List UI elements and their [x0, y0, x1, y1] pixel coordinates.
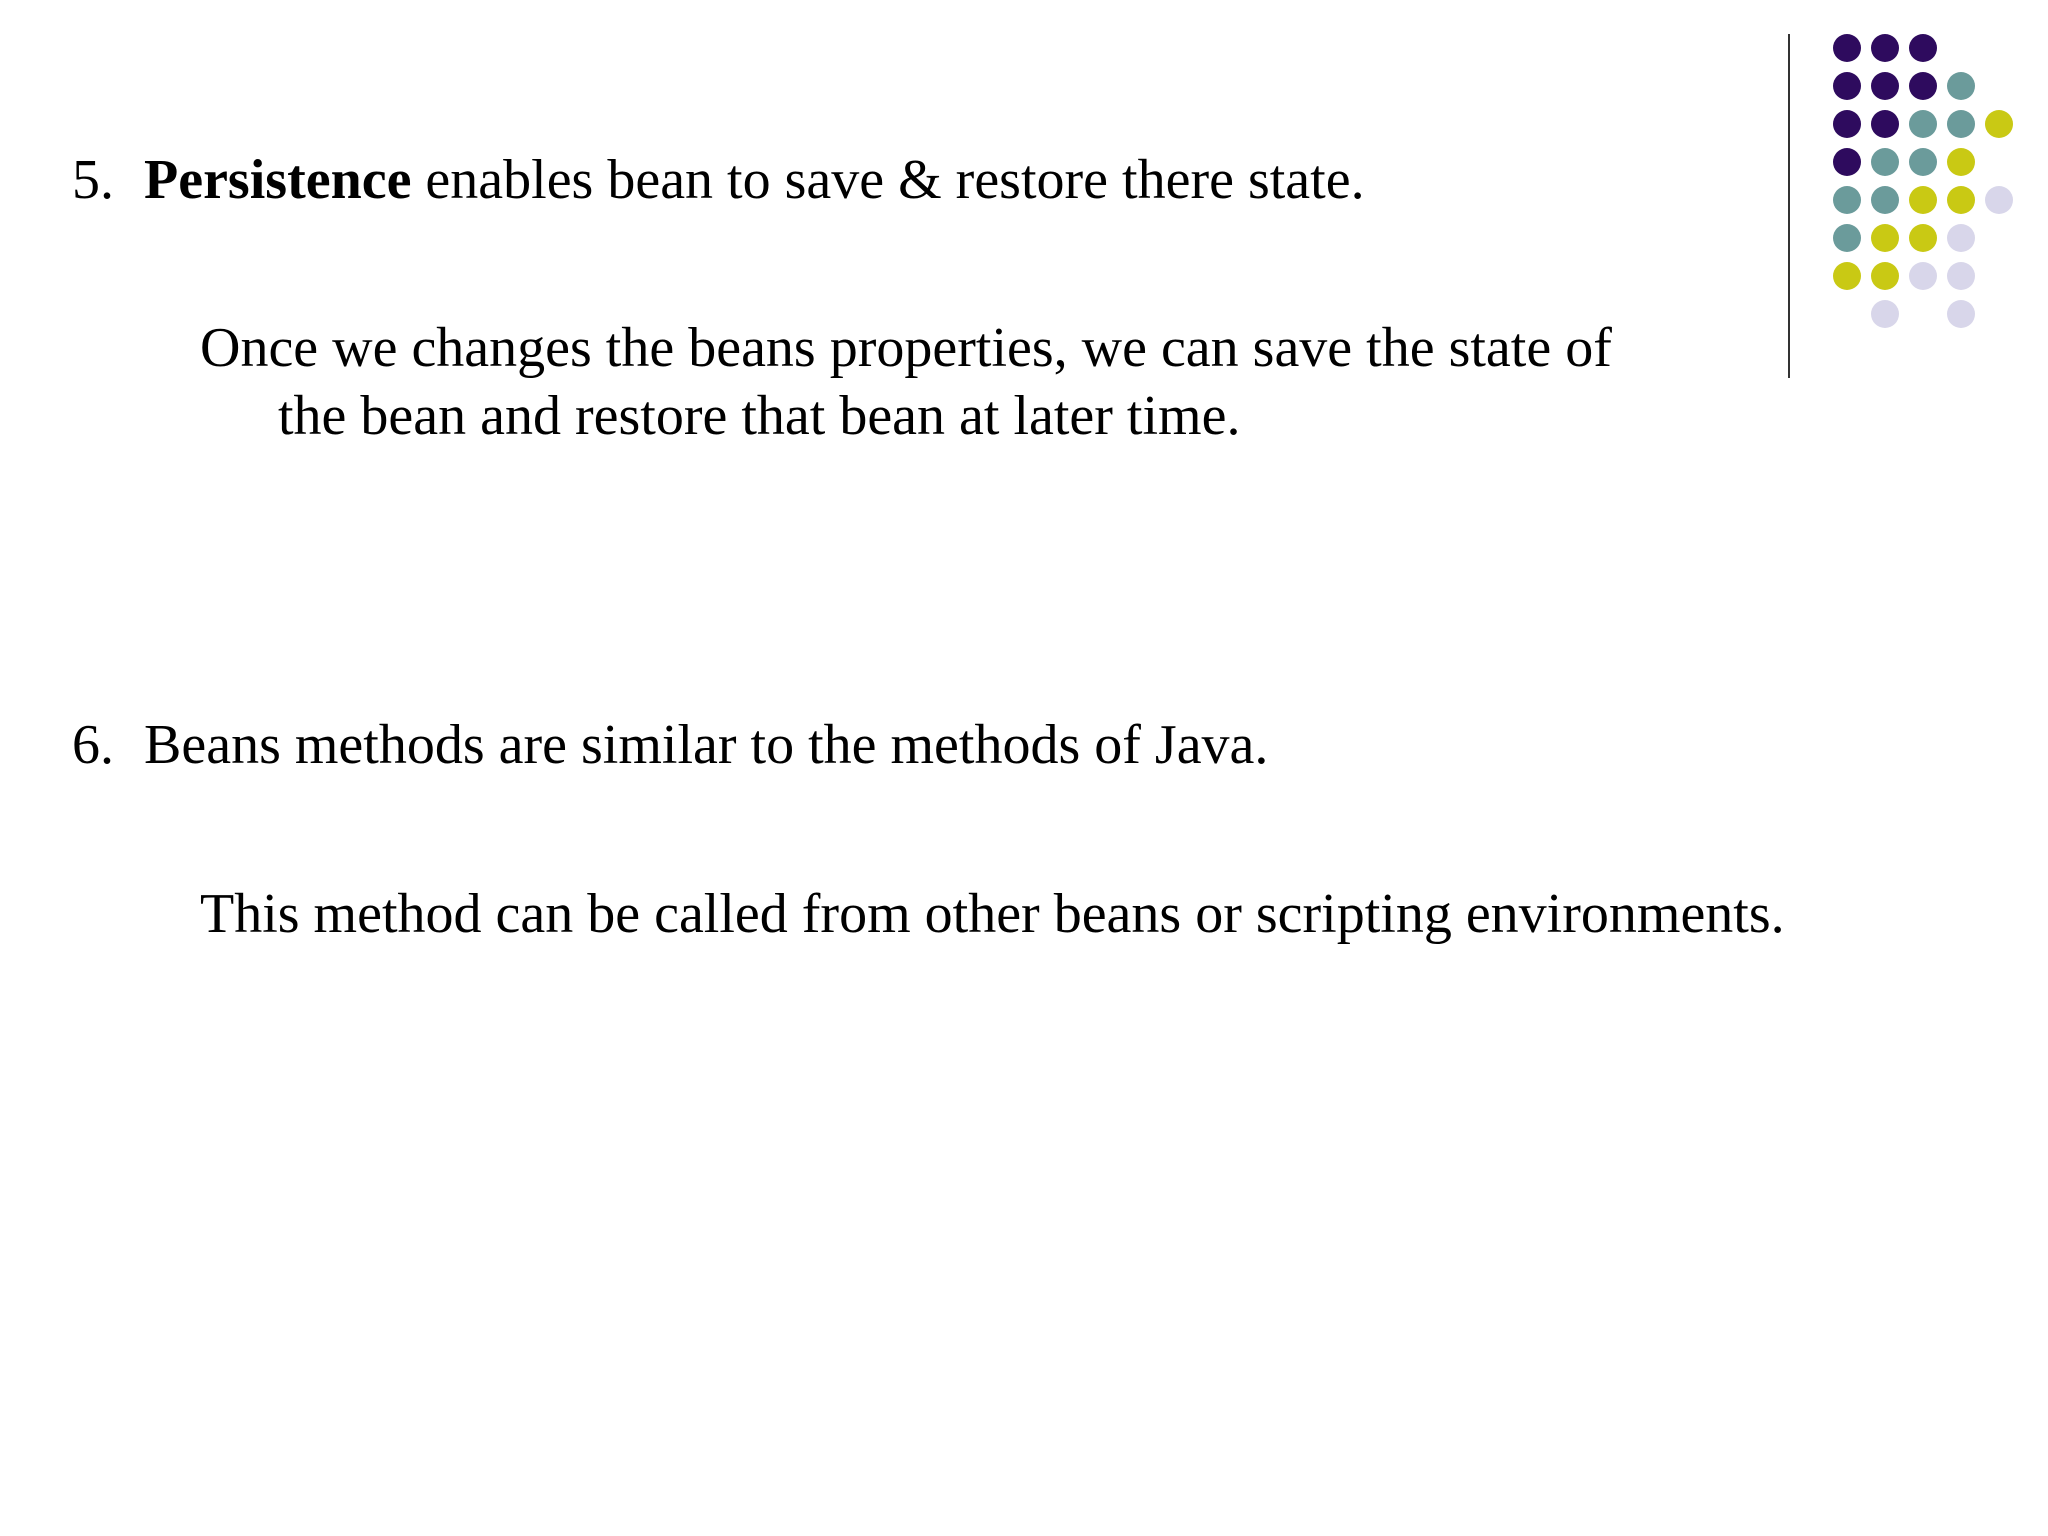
point-5-detail — [200, 314, 1612, 450]
decorative-dot — [1833, 224, 1861, 252]
point-5-detail-line1: Once we changes the beans properties, we can save the state of — [200, 317, 1612, 379]
decorative-dot — [1871, 300, 1899, 328]
decorative-dot — [1833, 72, 1861, 100]
decorative-dot — [1909, 110, 1937, 138]
decorative-dot — [1871, 186, 1899, 214]
decorative-dot — [1909, 34, 1937, 62]
point-6-detail-line1: This method can be called from other beans or scripting environments. — [200, 883, 1785, 945]
point-5-bold-term: Persistence — [144, 149, 412, 211]
decorative-dot — [1833, 262, 1861, 290]
point-5-detail-line2: the bean and restore that bean at later time. — [278, 385, 1241, 447]
decorative-dot — [1871, 110, 1899, 138]
point-6 — [72, 713, 1268, 777]
point-6-text: Beans methods are similar to the methods of Java. — [144, 714, 1269, 776]
decorative-dot — [1947, 72, 1975, 100]
decorative-dot — [1833, 34, 1861, 62]
decorative-dot — [1947, 300, 1975, 328]
decorative-dot — [1947, 224, 1975, 252]
decorative-dot — [1909, 72, 1937, 100]
decorative-dot — [1871, 224, 1899, 252]
decorative-dot — [1871, 72, 1899, 100]
decorative-dot — [1947, 262, 1975, 290]
decorative-dot — [1871, 34, 1899, 62]
point-5-text: enables bean to save & restore there state. — [411, 149, 1365, 211]
decorative-dot — [1947, 110, 1975, 138]
point-6-detail — [200, 880, 1785, 948]
decorative-dot — [1909, 262, 1937, 290]
decorative-dot — [1947, 186, 1975, 214]
decorative-dot — [1947, 148, 1975, 176]
decorative-dot — [1909, 148, 1937, 176]
decorative-dot — [1985, 186, 2013, 214]
decorative-dot — [1871, 148, 1899, 176]
decorative-dot — [1833, 148, 1861, 176]
point-5 — [72, 148, 1365, 212]
decorative-dot — [1833, 186, 1861, 214]
decorative-dot — [1909, 186, 1937, 214]
decorative-dot — [1985, 110, 2013, 138]
point-5-number: 5. — [72, 149, 114, 211]
decorative-dot — [1833, 110, 1861, 138]
decorative-dot — [1909, 224, 1937, 252]
point-6-number: 6. — [72, 714, 114, 776]
decorative-dot — [1871, 262, 1899, 290]
